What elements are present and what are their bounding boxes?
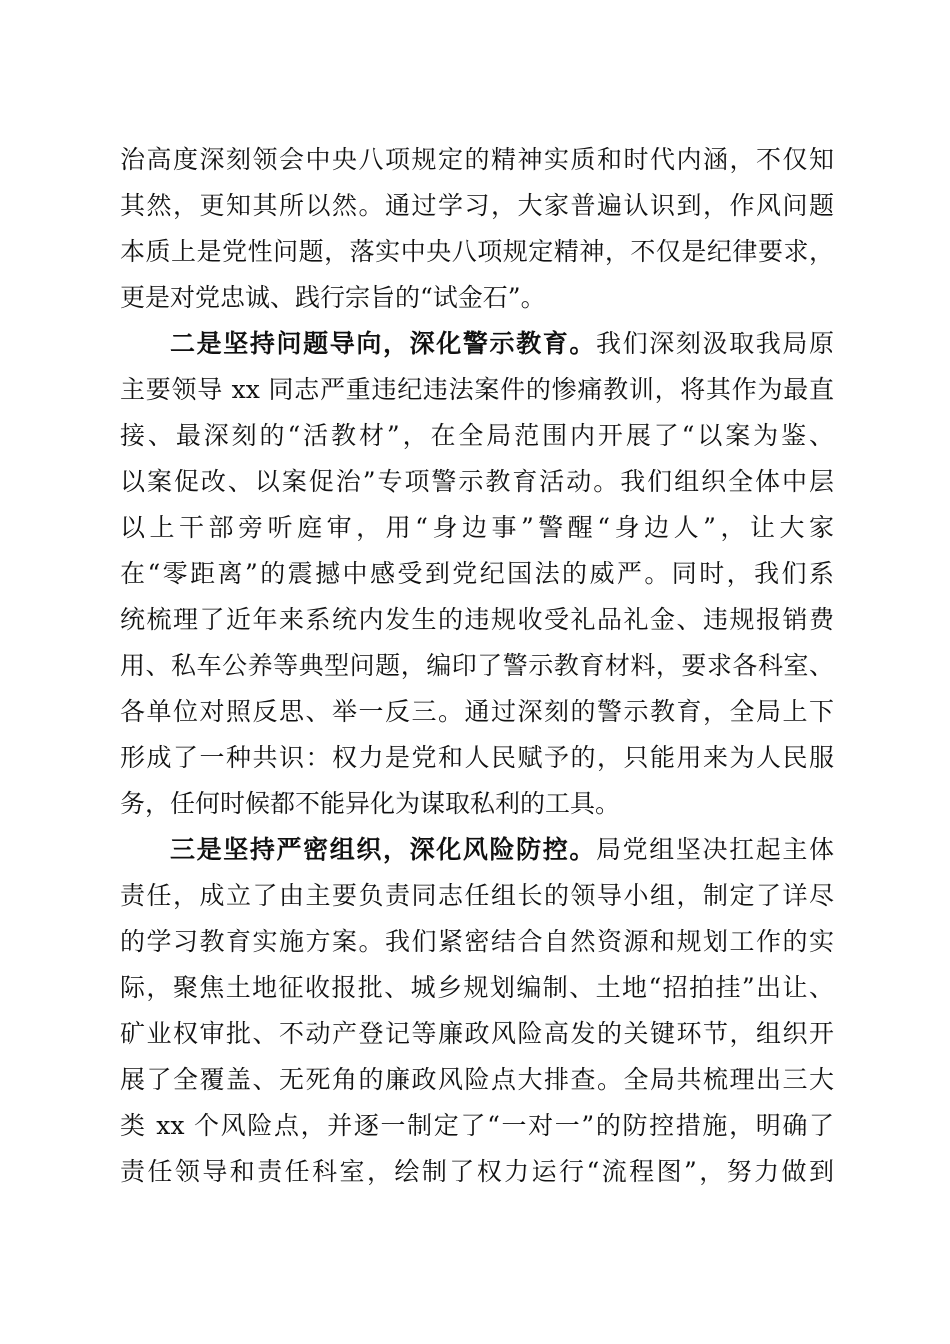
paragraph-2 bbox=[120, 321, 834, 827]
text-line: 用、私车公养等典型问题，编印了警示教育材料，要求各科室、 bbox=[120, 651, 834, 680]
paragraph-1 bbox=[120, 137, 834, 321]
text-line: 主要领导 xx 同志严重违纪违法案件的惨痛教训，将其作为最直 bbox=[120, 375, 834, 404]
text-line: 以案促改、以案促治”专项警示教育活动。我们组织全体中层 bbox=[120, 467, 834, 496]
text-line: 各单位对照反思、举一反三。通过深刻的警示教育，全局上下 bbox=[120, 697, 834, 726]
text-run: 局党组坚决扛起主体 bbox=[595, 835, 834, 864]
document-body bbox=[120, 137, 834, 1195]
text-line: 的学习教育实施方案。我们紧密结合自然资源和规划工作的实 bbox=[120, 927, 834, 956]
text-line: 治高度深刻领会中央八项规定的精神实质和时代内涵，不仅知 bbox=[120, 145, 834, 174]
text-line: 责任，成立了由主要负责同志任组长的领导小组，制定了详尽 bbox=[120, 881, 834, 910]
text-line: 务，任何时候都不能异化为谋取私利的工具。 bbox=[120, 789, 621, 818]
text-line: 展了全覆盖、无死角的廉政风险点大排查。全局共梳理出三大 bbox=[120, 1065, 834, 1094]
text-line: 类 xx 个风险点，并逐一制定了“一对一”的防控措施，明确了 bbox=[120, 1111, 834, 1140]
text-line bbox=[120, 827, 834, 873]
text-line: 在“零距离”的震撼中感受到党纪国法的威严。同时，我们系 bbox=[120, 559, 834, 588]
text-line: 其然，更知其所以然。通过学习，大家普遍认识到，作风问题 bbox=[120, 191, 834, 220]
paragraph-heading: 二是坚持问题导向，深化警示教育。 bbox=[170, 329, 596, 358]
text-line: 本质上是党性问题，落实中央八项规定精神，不仅是纪律要求， bbox=[120, 237, 834, 266]
text-line: 接、最深刻的“活教材”，在全局范围内开展了“以案为鉴、 bbox=[120, 421, 834, 450]
text-line: 际，聚焦土地征收报批、城乡规划编制、土地“招拍挂”出让、 bbox=[120, 973, 834, 1002]
text-line: 以上干部旁听庭审，用“身边事”警醒“身边人”，让大家 bbox=[120, 513, 834, 542]
paragraph-3 bbox=[120, 827, 834, 1195]
text-run: 我们深刻汲取我局原 bbox=[595, 329, 834, 358]
text-line: 责任领导和责任科室，绘制了权力运行“流程图”，努力做到 bbox=[120, 1157, 834, 1186]
text-line: 更是对党忠诚、践行宗旨的“试金石”。 bbox=[120, 283, 546, 312]
text-line: 矿业权审批、不动产登记等廉政风险高发的关键环节，组织开 bbox=[120, 1019, 834, 1048]
paragraph-heading: 三是坚持严密组织，深化风险防控。 bbox=[170, 835, 596, 864]
text-line: 形成了一种共识：权力是党和人民赋予的，只能用来为人民服 bbox=[120, 743, 834, 772]
text-line: 统梳理了近年来系统内发生的违规收受礼品礼金、违规报销费 bbox=[120, 605, 834, 634]
text-line bbox=[120, 321, 834, 367]
